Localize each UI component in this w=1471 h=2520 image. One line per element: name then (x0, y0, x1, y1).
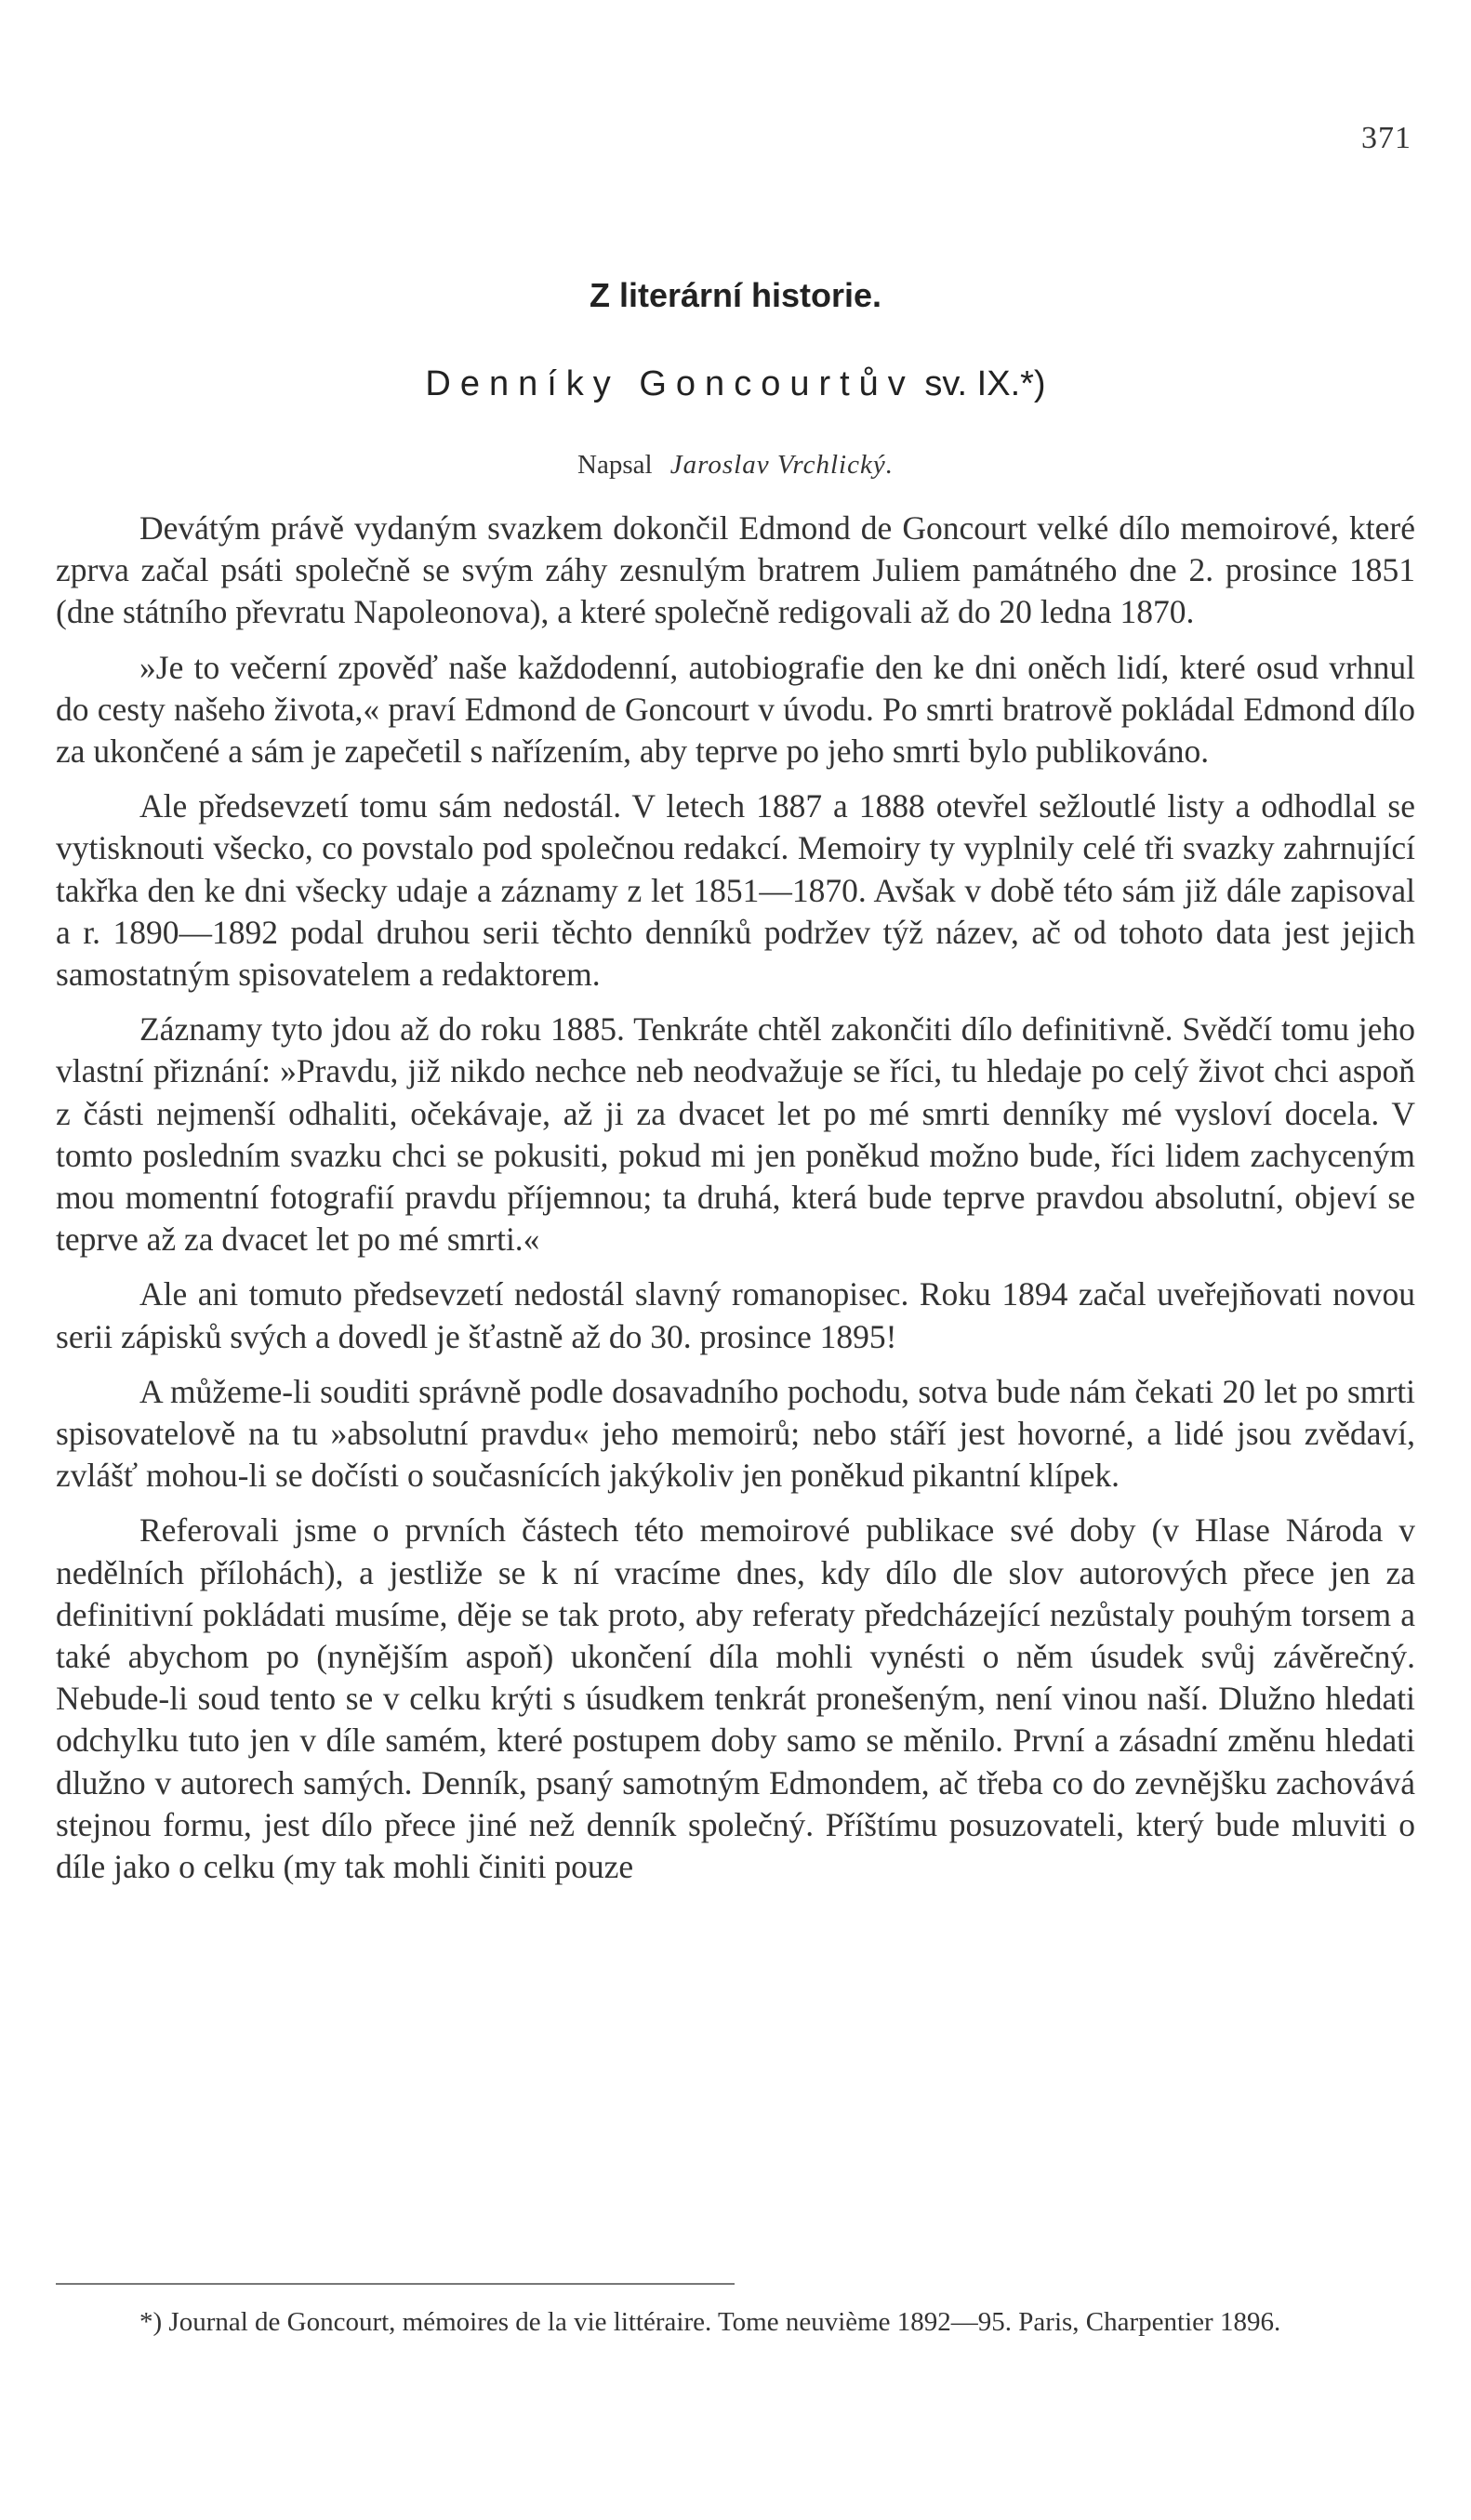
byline (0, 450, 1471, 481)
footnote: *) Journal de Goncourt, mémoires de la vie littéraire. Tome neuvième 1892—95. Paris, Charpentier 1896. (139, 2307, 1281, 2337)
page-number: 371 (1361, 121, 1411, 155)
paragraph: A můžeme-li souditi správně podle dosavadního pochodu, sotva bude nám čekati 20 let po smrti spisovatelově na tu »absolutní pravdu« jeho memoirů; nebo stáří jest hovorné, a lidé jsou zvědaví, zvlášť mohou-li se dočísti o současnících jakýkoliv jen poněkud pikantní klípek. (56, 1372, 1415, 1495)
paragraph: »Je to večerní zpověď naše každodenní, autobiografie den ke dni oněch lidí, které osud vrhnul do cesty našeho života,« praví Edmond de Goncourt v úvodu. Po smrti bratrově pokládal Edmond dílo za ukončené a sám je zapečetil s nařízením, aby teprve po jeho smrti bylo publikováno. (56, 648, 1415, 771)
section-title: Z literární historie. (589, 276, 882, 314)
paragraph: Ale ani tomuto předsevzetí nedostál slavný romanopisec. Roku 1894 začal uveřejňovati novou serii zápisků svých a dovedl je šťastně až do 30. prosince 1895! (56, 1275, 1415, 1355)
article-title-volume: sv. IX.*) (924, 364, 1046, 403)
footnote-divider (56, 2283, 735, 2285)
article-title-main: Denníky Goncourtův (425, 364, 915, 403)
paragraph: Záznamy tyto jdou až do roku 1885. Tenkráte chtěl zakončiti dílo definitivně. Svědčí tomu jeho vlastní přiznání: »Pravdu, již nikdo nechce neb neodvažuje se říci, tu hledaje po celý život chci aspoň z části nejmenší odhaliti, očekávaje, až ji za dvacet let po mé smrti denníky mé vysloví docela. V tomto posledním svazku chci se pokusiti, pokud mi jen poněkud možno bude, říci lidem zachyceným mou momentní fotografií pravdu příjemnou; ta druhá, která bude teprve pravdou absolutní, objeví se teprve až za dvacet let po mé smrti.« (56, 1010, 1415, 1259)
paragraph: Devátým právě vydaným svazkem dokončil Edmond de Goncourt velké dílo memoirové, které zprva začal psáti společně se svým záhy zesnulým bratrem Juliem památného dne 2. prosince 1851 (dne státního převratu Napoleonova), a které společně redigovali až do 20 ledna 1870. (56, 509, 1415, 631)
byline-prefix: Napsal (577, 450, 653, 480)
paragraph: Ale předsevzetí tomu sám nedostál. V letech 1887 a 1888 otevřel sežloutlé listy a odhodlal se vytisknouti všecko, co povstalo pod společnou redakcí. Memoiry ty vyplnily celé tři svazky zahrnující takřka den ke dni všecky udaje a záznamy z let 1851—1870. Avšak v době této sám již dále zapisoval a r. 1890—1892 podal druhou serii těchto denníků podržev týž název, ač od tohoto data jest jejich samostatným spisovatelem a redaktorem. (56, 787, 1415, 994)
paragraph: Referovali jsme o prvních částech této memoirové publikace své doby (v Hlase Národa v nedělních přílohách), a jestliže se k ní vracíme dnes, kdy dílo dle slov autorových přece jen za definitivní pokládati musíme, děje se tak proto, aby referaty předcházející nezůstaly pouhým torsem a také abychom po (nynějším aspoň) ukončení díla mohli vynésti o něm úsudek svůj závěrečný. Nebude-li soud tento se v celku krýti s úsudkem tenkrát pronešeným, není vinou naší. Dlužno hledati odchylku tuto jen v díle samém, které postupem doby samo se měnilo. První a zásadní změnu hledati dlužno v autorech samých. Denník, psaný samotným Edmondem, ač třeba co do zevnějšku zachovává stejnou formu, jest dílo přece jiné než denník společný. Příštímu posuzovateli, který bude mluviti o díle jako o celku (my tak mohli činiti pouze (56, 1511, 1415, 1886)
article-body (56, 508, 1415, 1888)
article-title (0, 364, 1471, 404)
byline-author: Jaroslav Vrchlický. (669, 450, 894, 480)
